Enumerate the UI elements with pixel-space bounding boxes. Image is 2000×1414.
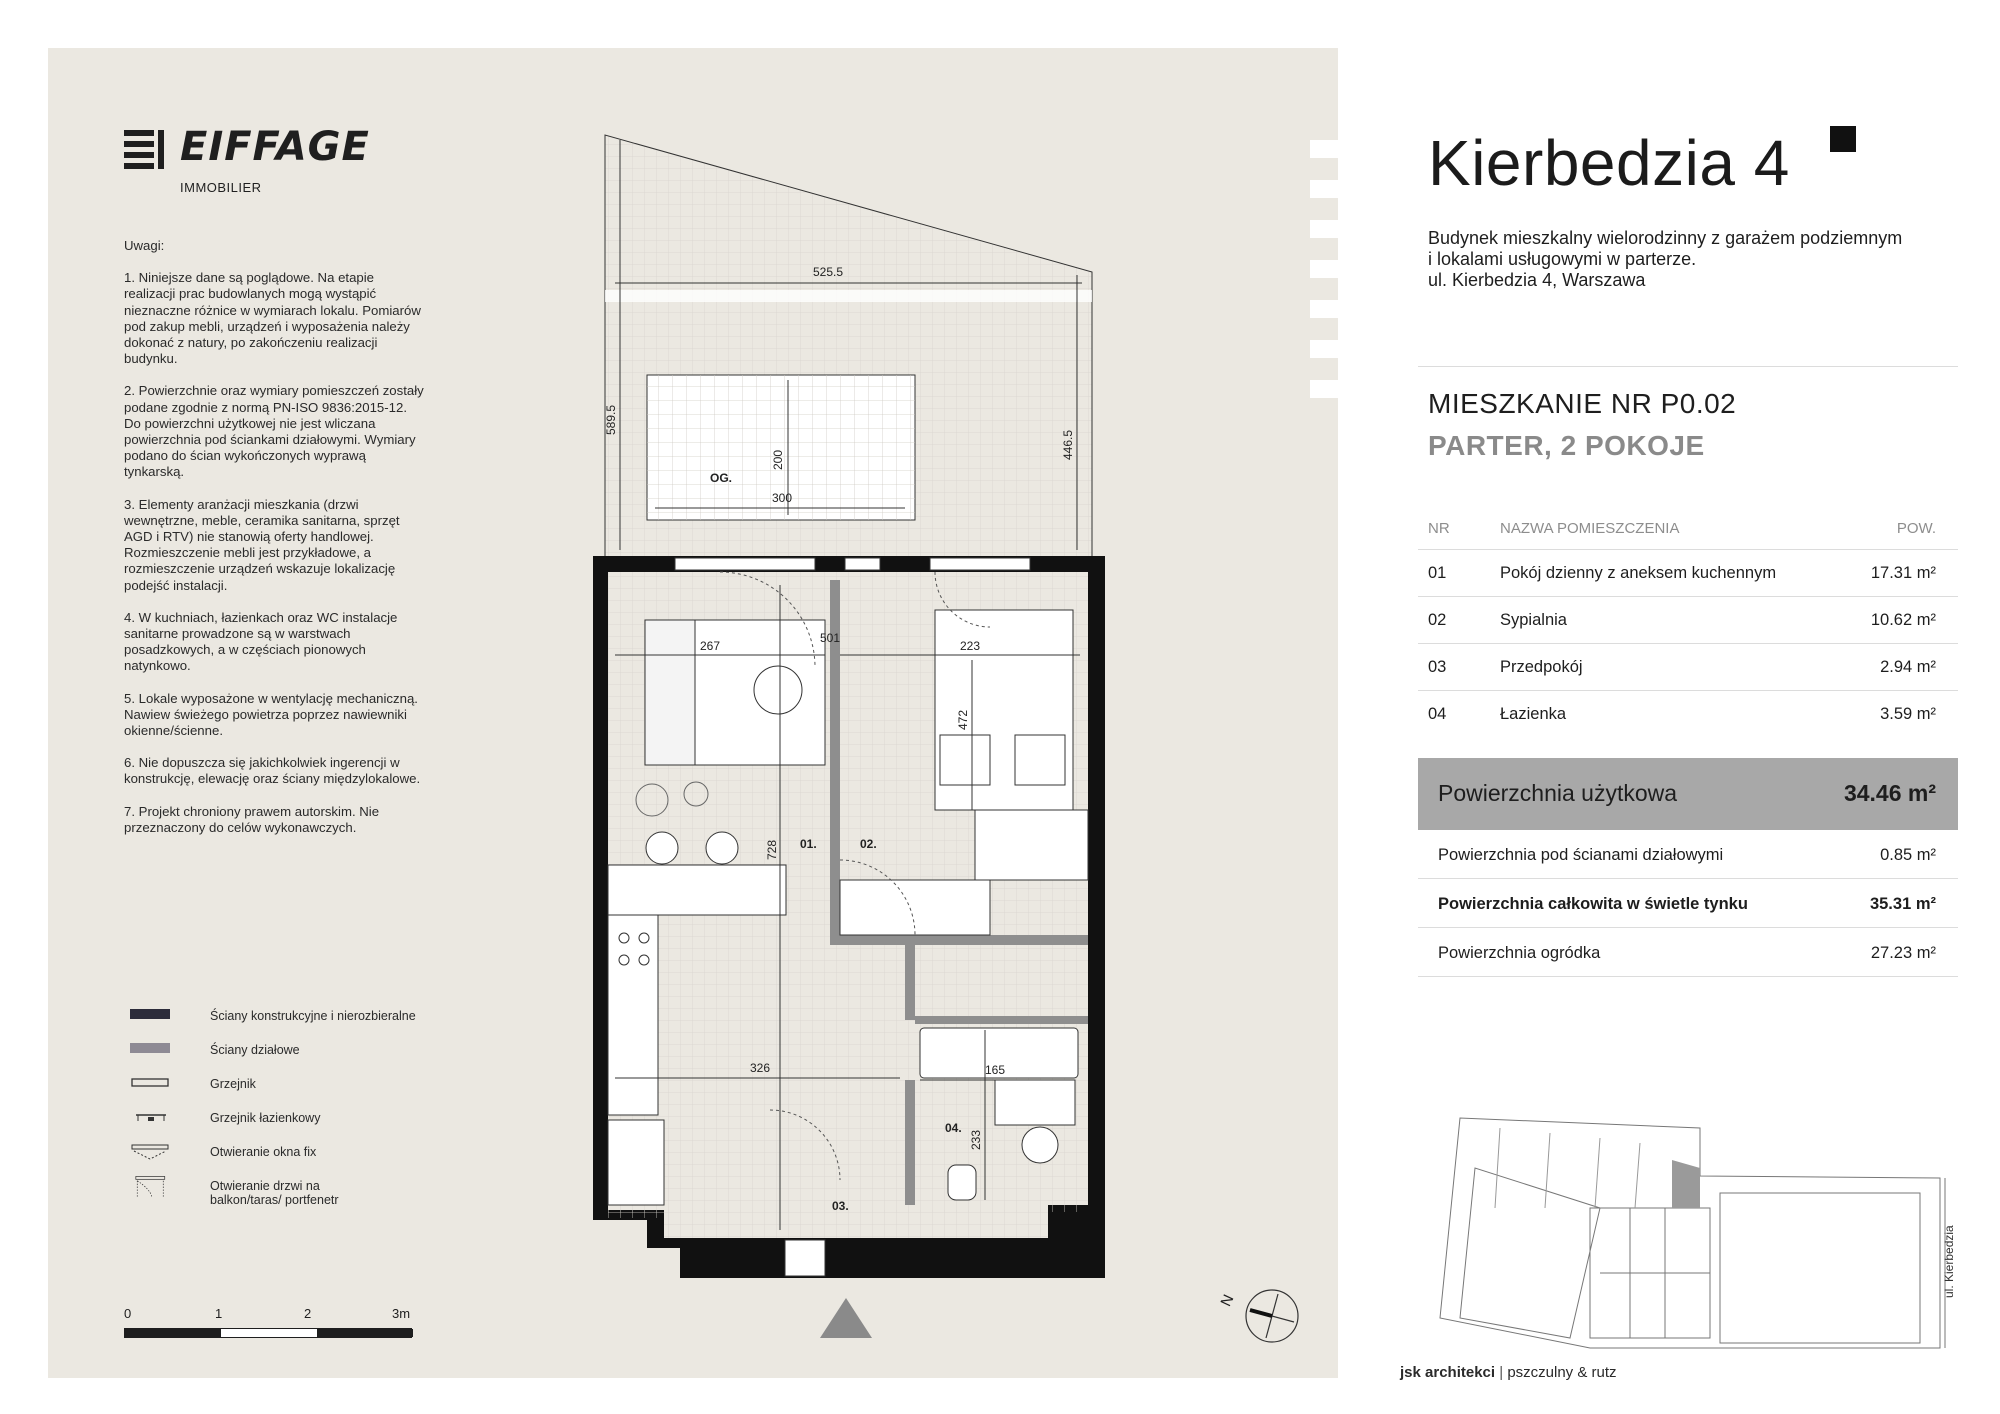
dim-label: 472 [956,709,970,730]
scale-label: 3m [392,1306,411,1321]
dim-label: 446.5 [1061,429,1075,460]
compass [1214,1274,1314,1354]
scale-label: 1 [215,1306,223,1321]
dim-label: 326 [749,1061,771,1075]
extra-areas [1418,830,1958,977]
dim-label: 267 [699,639,721,653]
dim-label: 223 [959,639,981,653]
extra-name: Powierzchnia pod ścianami działowymi [1438,846,1724,864]
table-row [1418,691,1958,738]
total-area-value: 34.46 m² [1843,780,1936,806]
header-nr: NR [1428,520,1450,537]
note-item: 7. Projekt chroniony prawem autorskim. Nie przeznaczony do celów wykonawczych. [124,803,380,835]
notes [124,238,424,852]
room-label: 04. [945,1121,962,1135]
entrance-arrow-icon [818,1296,874,1340]
divider [1418,366,1958,367]
eiffage-logo-mark-icon [124,130,168,170]
dim-label: 165 [984,1063,1006,1077]
architect-name: jsk architekci [1400,1364,1496,1381]
rooms-table [1418,510,1958,738]
radiator-icon [128,1073,174,1099]
extra-area: 35.31 m² [1869,895,1936,913]
room-nr: 03 [1428,658,1447,676]
header-area: POW. [1896,520,1936,537]
window-fix-icon [128,1141,174,1167]
compass-rose-icon [1214,1274,1314,1354]
logo-subtitle: IMMOBILIER [180,180,262,195]
floor-plan [560,120,1120,1280]
compass-north-label: N [1217,1291,1238,1310]
note-item: 5. Lokale wyposażone w wentylację mechaniczną. Nawiew świeżego powietrza poprzez nawiewniki okienne/ścienne. [124,690,418,739]
dim-label: 200 [771,449,785,470]
room-name: Pokój dzienny z aneksem kuchennym [1500,564,1777,582]
room-label: 03. [832,1199,849,1213]
room-label: 02. [860,837,877,851]
legend-item [124,1073,454,1107]
legend-item [124,1107,454,1141]
room-label: 01. [800,837,817,851]
project-description [1428,228,1948,291]
dim-label: 233 [969,1129,983,1150]
note-item: 1. Niniejsze dane są poglądowe. Na etapie realizacji prac budowlanych mogą wystąpić nieznaczne różnice w wymiarach lokalu. Pomiarów pod zakup mebli, urządzeń i wyposażenia należy dokonać z natury, po zakończeniu realizacji budynku. [124,270,421,367]
note-item: 3. Elementy aranżacji mieszkania (drzwi wewnętrzne, meble, ceramika sanitarna, sprzęt AGD i RTV) nie stanowią oferty handlowej. Rozmieszczenie mebli jest przykładowe, a rozmieszczenie urządzeń wskazuje lokalizację podejść instalacji. [124,496,400,593]
note-item: 4. W kuchniach, łazienkach oraz WC instalacje sanitarne prowadzone są w warstwach posadzkowych, a w częściach pionowych natynkowo. [124,609,398,674]
total-area-box [1418,758,1958,830]
legend-item [124,1039,454,1073]
rooms-table-header [1418,510,1958,550]
extra-row [1418,830,1958,879]
partition-wall [830,870,840,945]
kitchen-island [608,865,786,915]
description-line: ul. Kierbedzia 4, Warszawa [1428,270,1646,290]
structural-wall-swatch [128,1005,174,1031]
extra-name: Powierzchnia całkowita w świetle tynku [1438,895,1748,913]
room-area: 3.59 m² [1880,705,1936,723]
scale-bar-graphic [124,1328,412,1338]
table-row [1418,597,1958,644]
legend-label: Otwieranie okna fix [210,1145,317,1159]
scale-bar [124,1306,414,1346]
total-area-label: Powierzchnia użytkowa [1438,780,1678,806]
dim-label: 589.5 [604,404,618,435]
notes-title: Uwagi: [124,238,165,253]
apartment-title: MIESZKANIE NR P0.02 [1428,388,1737,419]
room-nr: 02 [1428,611,1447,629]
legend-item [124,1141,454,1175]
room-name: Sypialnia [1500,611,1567,629]
architect-partner: pszczulny & rutz [1507,1364,1617,1381]
room-label: OG. [710,471,733,485]
room-name: Przedpokój [1500,658,1583,676]
room-area: 17.31 m² [1870,564,1936,582]
room-nr: 01 [1428,564,1447,582]
extra-name: Powierzchnia ogródka [1438,944,1601,962]
description-line: Budynek mieszkalny wielorodzinny z garażem podziemnym [1428,228,1903,248]
architect-credit: jsk architekci | pszczulny & rutz [1400,1364,1617,1381]
scale-label: 2 [304,1306,312,1321]
room-name: Łazienka [1500,705,1567,723]
dim-label: 501 [819,631,840,645]
extra-area: 0.85 m² [1880,846,1936,864]
legend-label: Ściany konstrukcyjne i nierozbieralne [210,1009,416,1023]
legend-label: Grzejnik [210,1077,256,1091]
brand-square-icon [1830,126,1856,152]
edge-stripes-decoration [1310,128,1338,418]
apartment-subtitle: PARTER, 2 POKOJE [1428,430,1705,461]
legend-label: Ściany działowe [210,1043,300,1057]
header-name: NAZWA POMIESZCZENIA [1500,520,1680,537]
room-area: 10.62 m² [1870,611,1936,629]
extra-row [1418,928,1958,977]
dim-label: 300 [772,491,793,505]
partition-wall-swatch [128,1039,174,1065]
info-panel [1400,48,1960,1388]
dim-label: 525.5 [812,265,844,279]
highlighted-unit [1672,1160,1700,1208]
scale-label: 0 [124,1306,132,1321]
legend-label: Otwieranie drzwi na balkon/taras/ portfenetr [210,1179,339,1207]
project-name: Kierbedzia 4 [1428,127,1790,199]
bathroom-radiator-icon [128,1107,174,1133]
extra-row [1418,879,1958,928]
legend-item [124,1175,454,1209]
site-key-plan [1400,1098,1960,1358]
dim-label: 728 [765,839,779,860]
partition-wall [830,580,840,870]
legend-label: Grzejnik łazienkowy [210,1111,321,1125]
logo-name: EIFFAGE [180,124,370,170]
legend [124,1005,454,1209]
extra-area: 27.23 m² [1870,944,1936,962]
note-item: 2. Powierzchnie oraz wymiary pomieszczeń zostały podane zgodnie z normą PN-ISO 9836:2015-12. Do powierzchni użytkowej nie jest wliczana powierzchnia pod ściankami działowymi. Wymiary podano do ścian wykończonych wyprawą tynkarską. [124,383,424,480]
room-area: 2.94 m² [1880,658,1936,676]
legend-item [124,1005,454,1039]
description-line: i lokalami usługowymi w parterze. [1428,249,1697,269]
table-row [1418,550,1958,597]
balcony-door-icon [128,1175,174,1201]
room-nr: 04 [1428,705,1447,723]
note-item: 6. Nie dopuszcza się jakichkolwiek ingerencji w konstrukcję, elewację oraz ściany międzylokalowe. [124,755,421,787]
street-label: ul. Kierbedzia [1942,1225,1956,1298]
table-row [1418,644,1958,691]
